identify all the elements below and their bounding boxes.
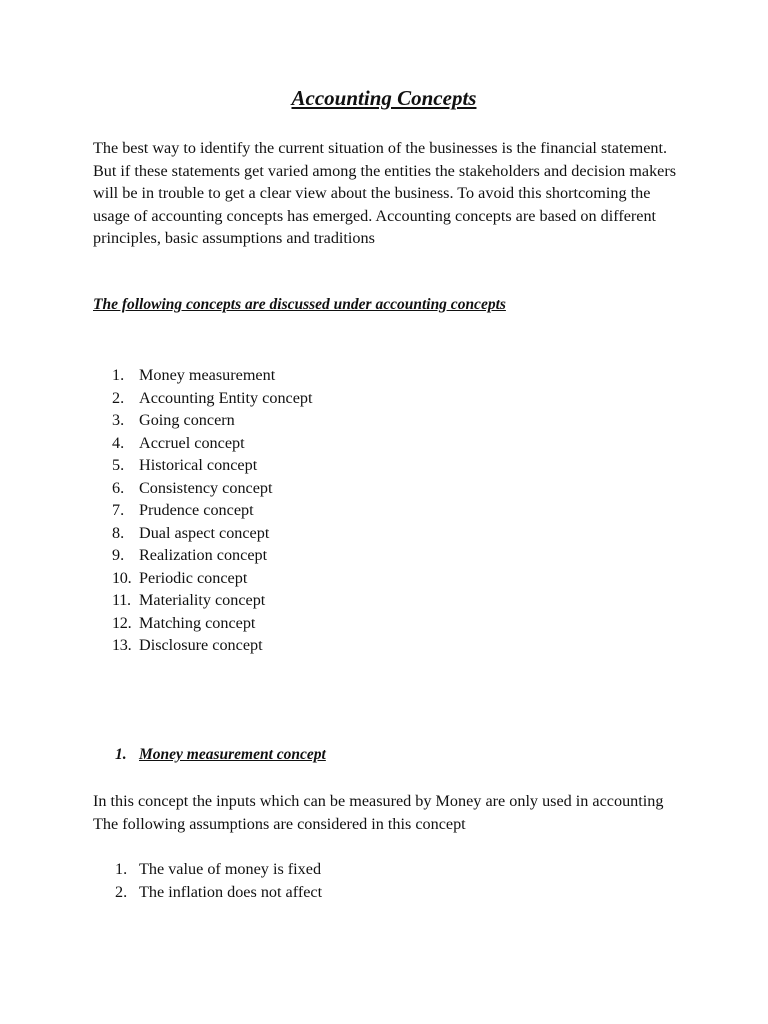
list-item — [112, 432, 313, 455]
list-item — [112, 477, 313, 500]
list-item-label: Money measurement — [139, 366, 276, 384]
list-item-number: 2. — [115, 883, 128, 901]
concept-list — [112, 364, 313, 657]
list-item — [112, 499, 313, 522]
list-item — [112, 409, 313, 432]
list-item — [112, 387, 313, 410]
list-item-number: 2. — [112, 388, 125, 407]
list-item-label: Realization concept — [139, 546, 268, 564]
list-item-label: Prudence concept — [139, 501, 254, 519]
list-item-number: 13. — [112, 636, 132, 654]
list-item — [112, 567, 313, 590]
concepts-subheading: The following concepts are discussed under accounting concepts — [93, 296, 506, 313]
list-item-number: 5. — [112, 456, 125, 474]
list-item — [112, 454, 313, 477]
list-item-number: 1. — [115, 860, 128, 878]
list-item-label: Disclosure concept — [139, 636, 263, 654]
section-number: 1. — [115, 746, 127, 763]
section-heading — [115, 746, 326, 764]
list-item-label: Accruel concept — [139, 433, 245, 452]
list-item-label: The value of money is fixed — [139, 860, 322, 878]
list-item — [112, 544, 313, 567]
assumption-list — [115, 858, 322, 904]
list-item — [115, 858, 322, 881]
list-item — [112, 364, 313, 387]
intro-paragraph: The best way to identify the current situation of the businesses is the financial statement. But if these statements get varied among the entities the stakeholders and decision makers will be in trouble to get a clear view about the business. To avoid this shortcoming the usage of accounting concepts has emerged. Accounting concepts are based on different principles, basic assumptions and traditions — [93, 139, 677, 248]
list-item-number: 8. — [112, 523, 125, 542]
list-item-label: Dual aspect concept — [139, 523, 270, 542]
list-item-label: Going concern — [139, 411, 235, 429]
list-item — [115, 881, 322, 904]
list-item-number: 3. — [112, 411, 125, 429]
list-item-number: 6. — [112, 478, 125, 497]
section-paragraph: In this concept the inputs which can be measured by Money are only used in accounting The following assumptions are considered in this concept — [93, 792, 664, 833]
list-item-number: 4. — [112, 433, 125, 452]
section-title: Money measurement concept — [139, 746, 326, 763]
list-item-number: 1. — [112, 366, 125, 384]
list-item-number: 9. — [112, 546, 125, 564]
list-item — [112, 612, 313, 635]
list-item-number: 7. — [112, 501, 125, 519]
list-item-label: Matching concept — [139, 613, 256, 632]
list-item-label: Materiality concept — [139, 591, 266, 609]
list-item-label: The inflation does not affect — [139, 883, 323, 901]
list-item-label: Periodic concept — [139, 568, 248, 587]
list-item-label: Historical concept — [139, 456, 258, 474]
list-item — [112, 634, 313, 657]
page-title: Accounting Concepts — [291, 86, 477, 110]
list-item-number: 12. — [112, 613, 132, 632]
list-item-label: Accounting Entity concept — [139, 388, 313, 407]
list-item — [112, 522, 313, 545]
list-item-number: 10. — [112, 568, 132, 587]
list-item — [112, 589, 313, 612]
list-item-label: Consistency concept — [139, 478, 273, 497]
list-item-number: 11. — [112, 591, 131, 609]
